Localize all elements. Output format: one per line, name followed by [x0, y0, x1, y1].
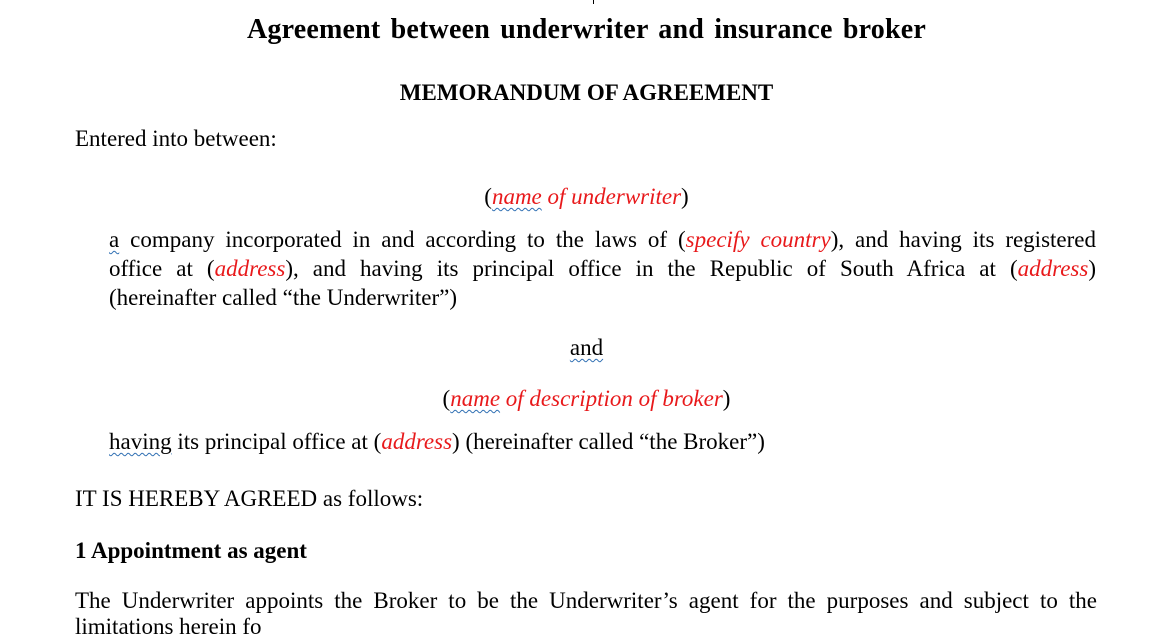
and-line — [0, 335, 1173, 361]
company-para-line-2 — [109, 256, 1096, 282]
paren-open: ( — [484, 184, 492, 209]
broker-text-1: its principal office at ( — [171, 429, 382, 454]
company-text-3: office at ( — [109, 256, 215, 281]
company-text-5: ) — [1088, 256, 1096, 281]
paren-open: ( — [442, 386, 451, 411]
underwriter-name-placeholder: name of underwriter — [491, 184, 682, 209]
broker-name-placeholder: name of description of broker — [450, 386, 723, 411]
having-word: having — [109, 429, 172, 454]
document-title: Agreement between underwriter and insurance broker — [246, 14, 927, 45]
company-para-line-1 — [109, 227, 1096, 253]
party1-line — [0, 184, 1173, 210]
broker-para-line — [109, 429, 765, 455]
text-cursor — [593, 0, 594, 4]
article-a: a — [109, 227, 120, 252]
section-1-heading: 1 Appointment as agent — [75, 538, 307, 563]
address-placeholder-1: address — [214, 256, 286, 281]
broker-text-2: ) (hereinafter called “the Broker”) — [452, 429, 765, 454]
company-text-2: ), and having its registered — [830, 227, 1096, 252]
document-subtitle: MEMORANDUM OF AGREEMENT — [399, 80, 774, 105]
entered-into-line: Entered into between: — [75, 126, 277, 151]
section-1-line-1: The Underwriter appoints the Broker to be the Underwriter’s agent for the purposes and subject to the — [75, 588, 1097, 613]
party2-line — [0, 386, 1173, 412]
agreed-line: IT IS HEREBY AGREED as follows: — [75, 486, 424, 511]
paren-close: ) — [681, 184, 689, 209]
company-text-1: company incorporated in and according to the laws of ( — [119, 227, 686, 252]
company-para-line-3: (hereinafter called “the Underwriter”) — [109, 285, 457, 310]
paren-close: ) — [722, 386, 731, 411]
country-placeholder: specify country — [685, 227, 831, 252]
spellcheck-word: name — [450, 386, 501, 411]
company-text-4: ), and having its principal office in the Republic of South Africa at ( — [285, 256, 1018, 281]
broker-address-placeholder: address — [381, 429, 453, 454]
and-word: and — [569, 335, 604, 360]
section-1-line-2: limitations herein fo — [75, 614, 262, 639]
address-placeholder-2: address — [1017, 256, 1089, 281]
spellcheck-word: name — [491, 184, 542, 209]
